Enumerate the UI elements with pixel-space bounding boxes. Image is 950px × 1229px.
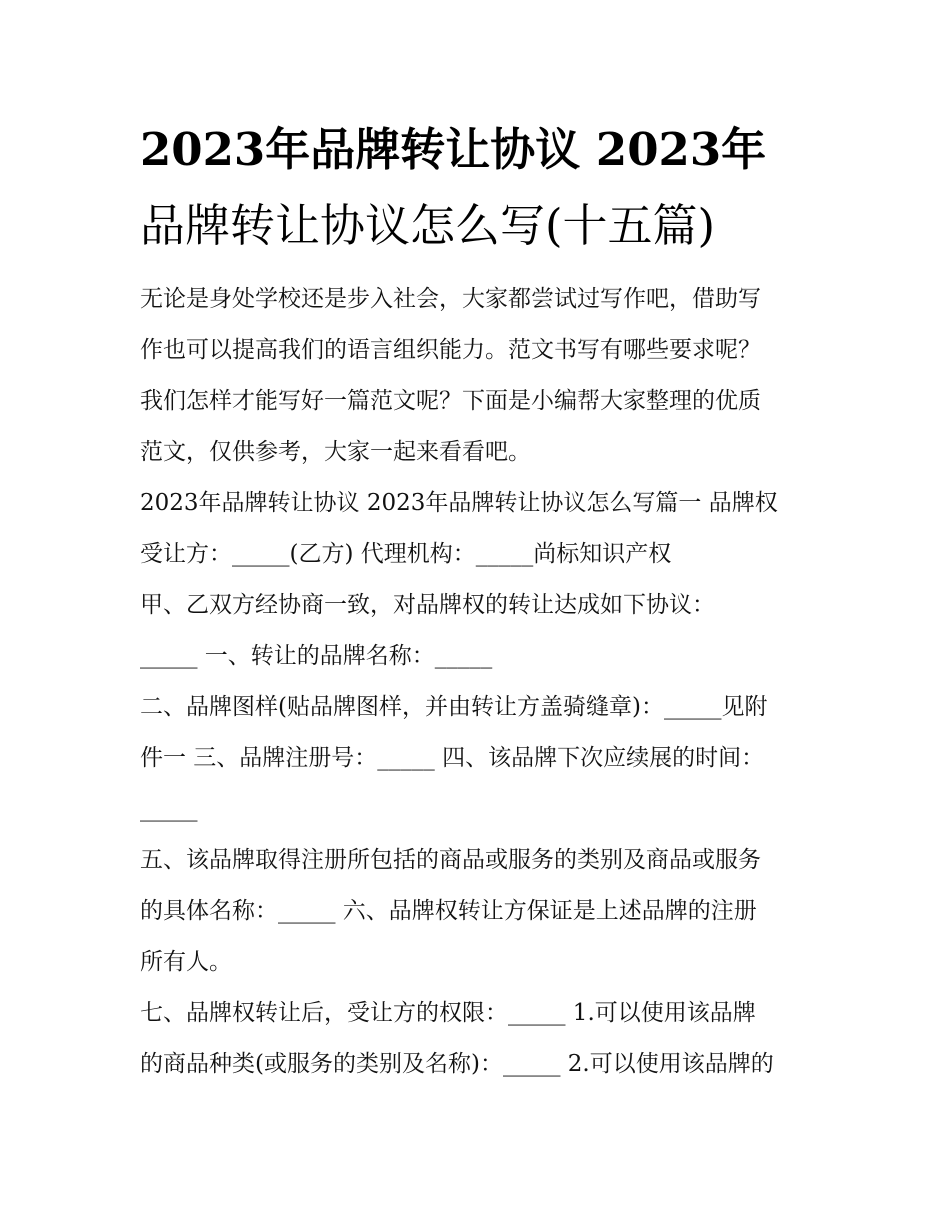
text-line: 件一 三、品牌注册号：_____ 四、该品牌下次应续展的时间： bbox=[140, 745, 765, 771]
text-line: _____ 一、转让的品牌名称：_____ bbox=[140, 643, 493, 669]
text-line: 的商品种类(或服务的类别及名称)：_____ 2.可以使用该品牌的 bbox=[140, 1051, 774, 1077]
text-line: 甲、乙双方经协商一致，对品牌权的转让达成如下协议： bbox=[140, 592, 715, 618]
section-heading-paragraph bbox=[140, 478, 812, 580]
text-line: 所有人。 bbox=[140, 949, 232, 975]
document-title bbox=[140, 112, 812, 264]
intro-paragraph bbox=[140, 274, 812, 478]
clause-paragraph bbox=[140, 682, 812, 835]
text-line: 无论是身处学校还是步入社会，大家都尝试过写作吧，借助写 bbox=[140, 286, 761, 312]
text-line: 二、品牌图样(贴品牌图样，并由转让方盖骑缝章)：_____见附 bbox=[140, 694, 768, 720]
agreement-paragraph bbox=[140, 580, 812, 682]
document-content bbox=[140, 112, 812, 1090]
title-line: 2023年品牌转让协议 2023年 bbox=[140, 123, 767, 176]
document-body bbox=[140, 274, 812, 1090]
text-line: 的具体名称：_____ 六、品牌权转让方保证是上述品牌的注册 bbox=[140, 898, 757, 924]
text-line: 范文，仅供参考，大家一起来看看吧。 bbox=[140, 439, 531, 465]
title-line: 品牌转让协议怎么写(十五篇) bbox=[140, 199, 716, 252]
text-line: 我们怎样才能写好一篇范文呢？下面是小编帮大家整理的优质 bbox=[140, 388, 761, 414]
text-line: 2023年品牌转让协议 2023年品牌转让协议怎么写篇一 品牌权 bbox=[140, 490, 778, 516]
text-line: 受让方：_____(乙方) 代理机构：_____尚标知识产权 bbox=[140, 541, 672, 567]
clause-paragraph bbox=[140, 835, 812, 988]
text-line: 作也可以提高我们的语言组织能力。范文书写有哪些要求呢？ bbox=[140, 337, 761, 363]
text-line: _____ bbox=[140, 796, 198, 822]
clause-paragraph bbox=[140, 988, 812, 1090]
text-line: 五、该品牌取得注册所包括的商品或服务的类别及商品或服务 bbox=[140, 847, 761, 873]
text-line: 七、品牌权转让后，受让方的权限：_____ 1.可以使用该品牌 bbox=[140, 1000, 756, 1026]
